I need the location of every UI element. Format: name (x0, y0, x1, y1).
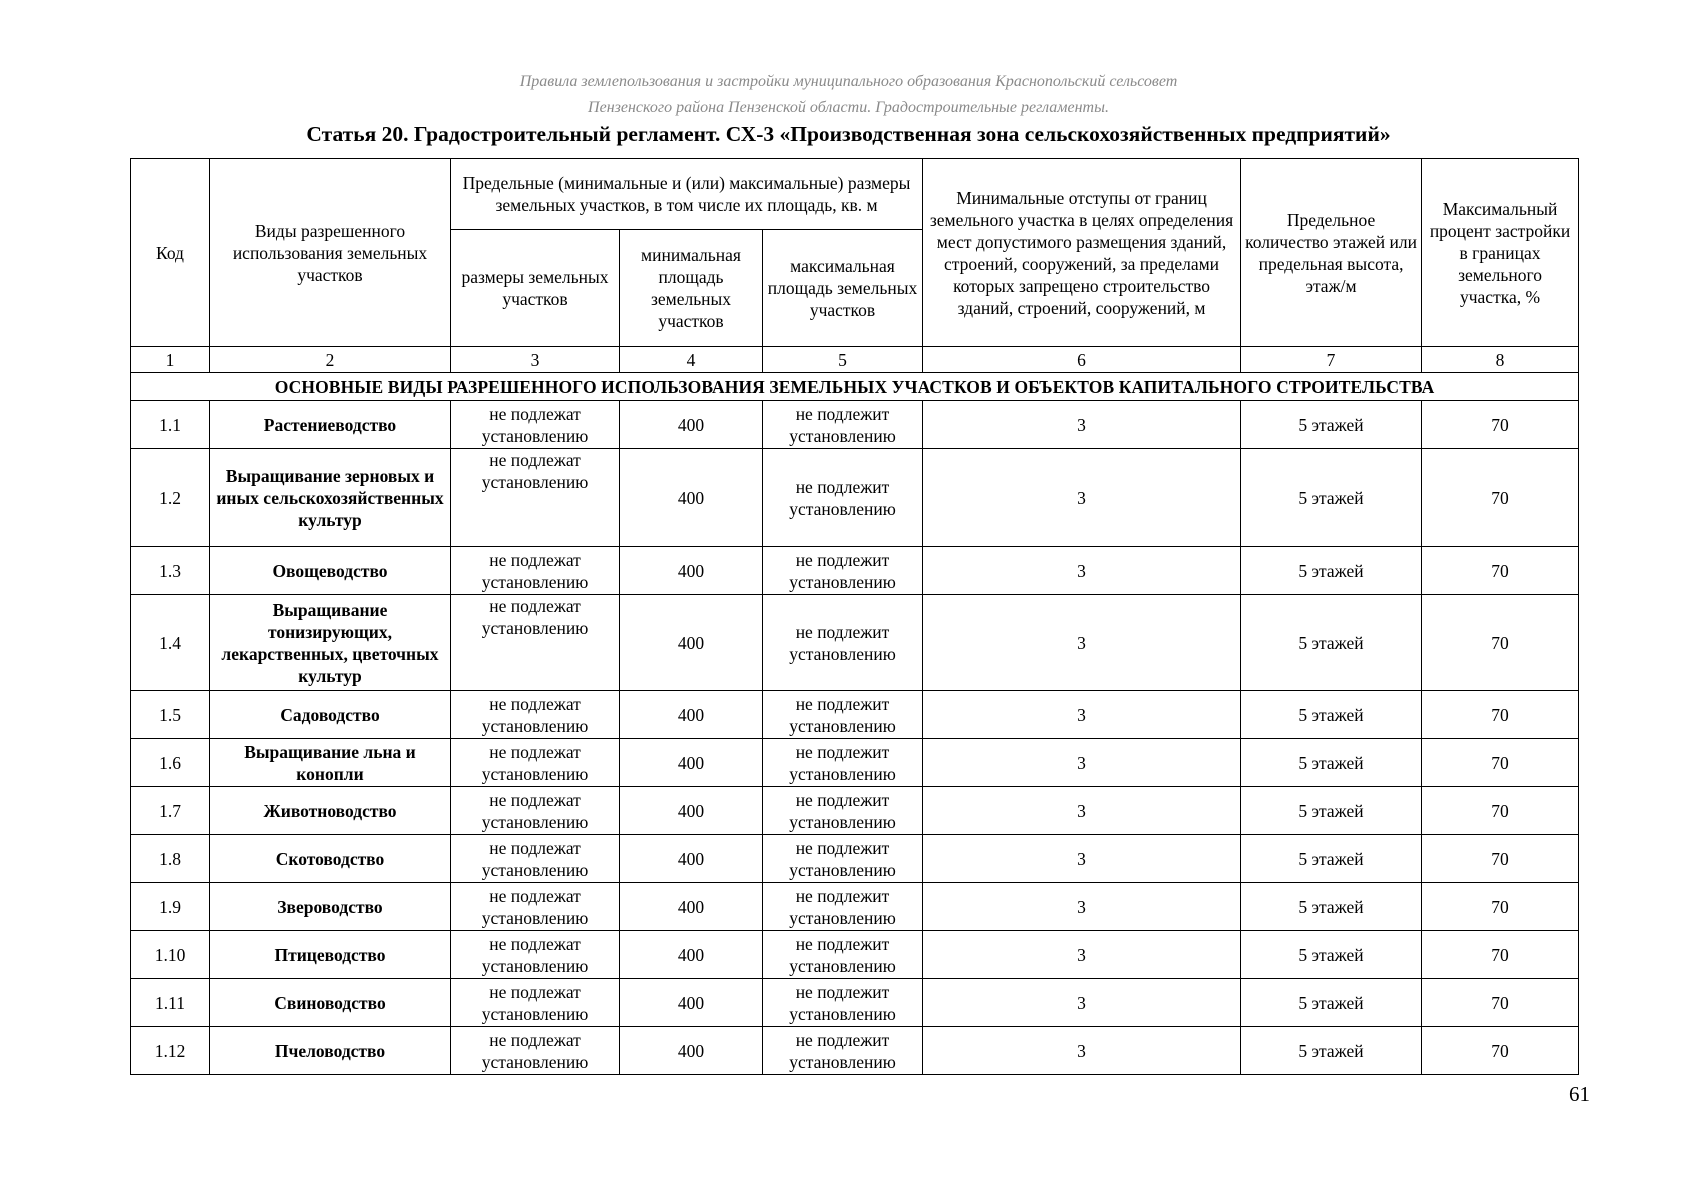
header-floors: Предельное количество этажей или предельная высота, этаж/м (1241, 159, 1422, 347)
row-max-area-cell: не подлежит установлению (763, 595, 923, 691)
row-coverage-cell: 70 (1422, 449, 1579, 547)
row-code-cell: 1.12 (131, 1027, 210, 1075)
row-max-area-cell: не подлежит установлению (763, 931, 923, 979)
header-min-area: минимальная площадь земельных участков (620, 230, 763, 347)
row-coverage-cell: 70 (1422, 931, 1579, 979)
header-plot-sizes: размеры земельных участков (451, 230, 620, 347)
row-floors-cell: 5 этажей (1241, 787, 1422, 835)
row-floors-cell: 5 этажей (1241, 835, 1422, 883)
row-code-cell: 1.10 (131, 931, 210, 979)
row-setback-cell: 3 (923, 835, 1241, 883)
table-row (131, 449, 1579, 547)
table-row (131, 787, 1579, 835)
row-code-cell: 1.2 (131, 449, 210, 547)
row-coverage-cell: 70 (1422, 787, 1579, 835)
row-max-area-cell: не подлежит установлению (763, 1027, 923, 1075)
running-header-line-1: Правила землепользования и застройки муниципального образования Краснопольский сельсовет (519, 73, 1178, 90)
row-use-type-cell: Растениеводство (210, 401, 451, 449)
row-max-area-cell: не подлежит установлению (763, 883, 923, 931)
row-plot-sizes-cell: не подлежат установлению (451, 787, 620, 835)
row-setback-cell: 3 (923, 931, 1241, 979)
row-use-type-cell: Скотоводство (210, 835, 451, 883)
row-min-area-cell: 400 (620, 979, 763, 1027)
column-number: 1 (131, 347, 210, 373)
row-use-type-cell: Животноводство (210, 787, 451, 835)
header-setbacks: Минимальные отступы от границ земельного участка в целях определения мест допустимого размещения зданий, строений, сооружений, за пределами которых запрещено строительство зданий, строений, сооружений, м (923, 159, 1241, 347)
table-row (131, 931, 1579, 979)
header-limits-group: Предельные (минимальные и (или) максимальные) размеры земельных участков, в том числе их площадь, кв. м (451, 159, 923, 230)
table-row (131, 401, 1579, 449)
row-floors-cell: 5 этажей (1241, 547, 1422, 595)
header-coverage: Максимальный процент застройки в границах земельного участка, % (1422, 159, 1579, 347)
row-coverage-cell: 70 (1422, 595, 1579, 691)
row-coverage-cell: 70 (1422, 883, 1579, 931)
row-coverage-cell: 70 (1422, 547, 1579, 595)
row-plot-sizes-cell: не подлежат установлению (451, 401, 620, 449)
row-setback-cell: 3 (923, 449, 1241, 547)
row-setback-cell: 3 (923, 979, 1241, 1027)
column-number: 4 (620, 347, 763, 373)
row-use-type-cell: Птицеводство (210, 931, 451, 979)
row-code-cell: 1.11 (131, 979, 210, 1027)
table-row (131, 739, 1579, 787)
header-code: Код (131, 159, 210, 347)
row-min-area-cell: 400 (620, 1027, 763, 1075)
row-min-area-cell: 400 (620, 739, 763, 787)
row-min-area-cell: 400 (620, 787, 763, 835)
row-floors-cell: 5 этажей (1241, 1027, 1422, 1075)
row-code-cell: 1.5 (131, 691, 210, 739)
row-coverage-cell: 70 (1422, 979, 1579, 1027)
row-coverage-cell: 70 (1422, 691, 1579, 739)
page-number: 61 (1569, 1082, 1590, 1106)
row-use-type-cell: Пчеловодство (210, 1027, 451, 1075)
row-min-area-cell: 400 (620, 449, 763, 547)
row-setback-cell: 3 (923, 1027, 1241, 1075)
row-max-area-cell: не подлежит установлению (763, 979, 923, 1027)
table-row (131, 835, 1579, 883)
row-setback-cell: 3 (923, 595, 1241, 691)
row-floors-cell: 5 этажей (1241, 883, 1422, 931)
row-setback-cell: 3 (923, 787, 1241, 835)
row-max-area-cell: не подлежит установлению (763, 691, 923, 739)
row-plot-sizes-cell: не подлежат установлению (451, 691, 620, 739)
row-plot-sizes-cell: не подлежат установлению (451, 739, 620, 787)
header-row-1 (131, 159, 1579, 230)
header-max-area: максимальная площадь земельных участков (763, 230, 923, 347)
row-code-cell: 1.7 (131, 787, 210, 835)
row-max-area-cell: не подлежит установлению (763, 835, 923, 883)
table-row (131, 547, 1579, 595)
column-number-row (131, 347, 1579, 373)
row-use-type-cell: Свиноводство (210, 979, 451, 1027)
row-coverage-cell: 70 (1422, 1027, 1579, 1075)
row-floors-cell: 5 этажей (1241, 401, 1422, 449)
row-min-area-cell: 400 (620, 401, 763, 449)
row-setback-cell: 3 (923, 547, 1241, 595)
row-max-area-cell: не подлежит установлению (763, 401, 923, 449)
row-plot-sizes-cell: не подлежат установлению (451, 835, 620, 883)
column-number: 3 (451, 347, 620, 373)
regulation-table (130, 158, 1579, 1075)
table-row (131, 1027, 1579, 1075)
running-header-line-2: Пензенского района Пензенской области. Градостроительные регламенты. (588, 99, 1109, 116)
row-min-area-cell: 400 (620, 931, 763, 979)
row-max-area-cell: не подлежит установлению (763, 547, 923, 595)
row-plot-sizes-cell: не подлежат установлению (451, 449, 620, 547)
row-plot-sizes-cell: не подлежат установлению (451, 979, 620, 1027)
row-use-type-cell: Садоводство (210, 691, 451, 739)
column-number: 8 (1422, 347, 1579, 373)
row-plot-sizes-cell: не подлежат установлению (451, 547, 620, 595)
row-floors-cell: 5 этажей (1241, 691, 1422, 739)
section-row (131, 373, 1579, 401)
row-max-area-cell: не подлежит установлению (763, 449, 923, 547)
row-use-type-cell: Выращивание тонизирующих, лекарственных, цветочных культур (210, 595, 451, 691)
table-row (131, 691, 1579, 739)
row-max-area-cell: не подлежит установлению (763, 787, 923, 835)
row-setback-cell: 3 (923, 401, 1241, 449)
row-plot-sizes-cell: не подлежат установлению (451, 1027, 620, 1075)
row-code-cell: 1.3 (131, 547, 210, 595)
column-number: 7 (1241, 347, 1422, 373)
row-code-cell: 1.6 (131, 739, 210, 787)
row-coverage-cell: 70 (1422, 401, 1579, 449)
column-number: 6 (923, 347, 1241, 373)
row-code-cell: 1.9 (131, 883, 210, 931)
row-code-cell: 1.8 (131, 835, 210, 883)
column-number: 5 (763, 347, 923, 373)
row-code-cell: 1.4 (131, 595, 210, 691)
table-row (131, 883, 1579, 931)
row-floors-cell: 5 этажей (1241, 931, 1422, 979)
row-coverage-cell: 70 (1422, 739, 1579, 787)
row-min-area-cell: 400 (620, 595, 763, 691)
row-setback-cell: 3 (923, 691, 1241, 739)
row-setback-cell: 3 (923, 739, 1241, 787)
row-plot-sizes-cell: не подлежат установлению (451, 883, 620, 931)
section-title: ОСНОВНЫЕ ВИДЫ РАЗРЕШЕННОГО ИСПОЛЬЗОВАНИЯ ЗЕМЕЛЬНЫХ УЧАСТКОВ И ОБЪЕКТОВ КАПИТАЛЬНОГО СТРОИТЕЛЬСТВА (131, 373, 1579, 401)
row-max-area-cell: не подлежит установлению (763, 739, 923, 787)
header-use-types: Виды разрешенного использования земельных участков (210, 159, 451, 347)
row-floors-cell: 5 этажей (1241, 739, 1422, 787)
table-row (131, 595, 1579, 691)
row-use-type-cell: Выращивание зерновых и иных сельскохозяйственных культур (210, 449, 451, 547)
row-use-type-cell: Овощеводство (210, 547, 451, 595)
row-floors-cell: 5 этажей (1241, 449, 1422, 547)
row-use-type-cell: Звероводство (210, 883, 451, 931)
row-min-area-cell: 400 (620, 883, 763, 931)
row-min-area-cell: 400 (620, 691, 763, 739)
row-plot-sizes-cell: не подлежат установлению (451, 931, 620, 979)
row-plot-sizes-cell: не подлежат установлению (451, 595, 620, 691)
row-floors-cell: 5 этажей (1241, 595, 1422, 691)
column-number: 2 (210, 347, 451, 373)
row-floors-cell: 5 этажей (1241, 979, 1422, 1027)
table-row (131, 979, 1579, 1027)
row-min-area-cell: 400 (620, 835, 763, 883)
row-use-type-cell: Выращивание льна и конопли (210, 739, 451, 787)
row-min-area-cell: 400 (620, 547, 763, 595)
row-coverage-cell: 70 (1422, 835, 1579, 883)
row-setback-cell: 3 (923, 883, 1241, 931)
row-code-cell: 1.1 (131, 401, 210, 449)
article-title: Статья 20. Градостроительный регламент. СХ-3 «Производственная зона сельскохозяйственных предприятий» (306, 122, 1391, 146)
